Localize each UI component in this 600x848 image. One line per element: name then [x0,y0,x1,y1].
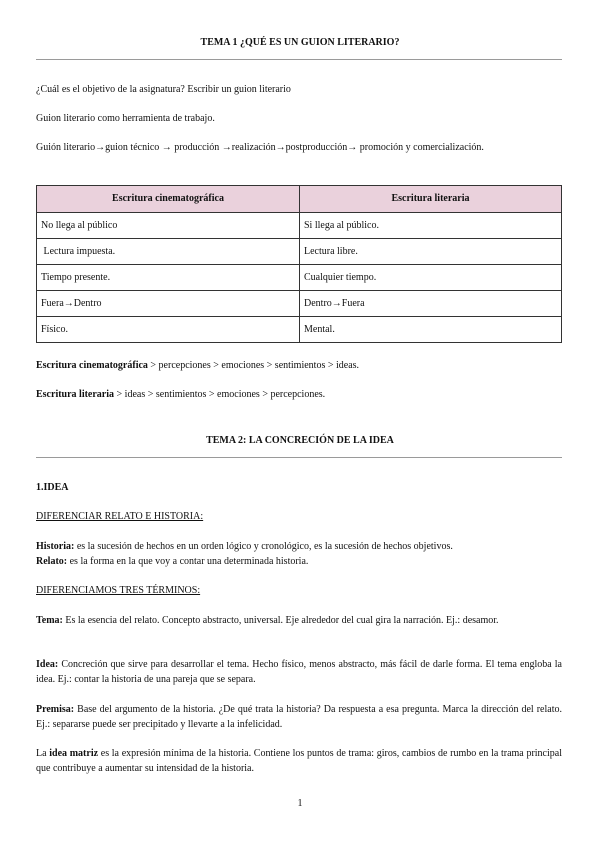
historia-label: Historia: [36,541,75,552]
matriz-pre: La [36,748,50,759]
idea-matriz-definition [36,746,562,776]
relato-definition [36,555,562,569]
table-row [37,239,562,265]
premisa-text: Base del argumento de la historia. ¿De qué trata la historia? Da respuesta a esa pregunta. Marca la dirección del relato. Ej.: separarse puede ser precipitado y llevarte a la infelicidad. [36,704,562,730]
table-row [37,317,562,343]
table-cell: Si llega al público. [300,213,562,239]
idea-label: Idea: [36,659,59,670]
tema-label: Tema: [36,615,63,626]
historia-text: es la sucesión de hechos en un orden lógico y cronológico, es la sucesión de hechos objetivos. [74,541,453,552]
table-cell: Fuera→Dentro [37,291,300,317]
order-cine-label: Escritura cinematográfica [36,360,148,371]
table-cell: Dentro→Fuera [300,291,562,317]
comparison-table [36,185,562,343]
order-lit-text: > ideas > sentimientos > emociones > percepciones. [114,389,326,400]
tema1-paragraph-workflow: Guión literario→guion técnico → producción →realización→postproducción→ promoción y comercialización. [36,142,484,153]
table-row [37,265,562,291]
table-header-row [37,186,562,213]
matriz-text: es la expresión mínima de la historia. Contiene los puntos de trama: giros, cambios de rumbo en la trama principal que contribuye a aumentar su intensidad de la historia. [36,748,562,774]
relato-text: es la forma en la que voy a contar una determinada historia. [67,556,309,567]
tema-text: Es la esencia del relato. Concepto abstracto, universal. Eje alrededor del cual gira la narración. Ej.: desamor. [62,615,499,626]
idea-definition [36,657,562,687]
matriz-label: idea matriz [49,748,99,759]
order-cine-text: > percepciones > emociones > sentimientos > ideas. [147,360,360,371]
table-cell: Cualquier tiempo. [300,265,562,291]
tema2-divider [36,457,562,458]
tema1-paragraph-objective: ¿Cuál es el objetivo de la asignatura? Escribir un guion literario [36,84,291,95]
subheading-relato-historia: DIFERENCIAR RELATO E HISTORIA: [36,511,204,522]
table-cell: Mental. [300,317,562,343]
historia-definition [36,540,562,554]
table-cell: No llega al público [37,213,300,239]
tema1-paragraph-tool: Guion literario como herramienta de trabajo. [36,113,215,124]
table-cell: Lectura libre. [300,239,562,265]
order-lit-line [36,388,325,402]
tema-definition [36,613,562,628]
table-cell: Tiempo presente. [37,265,300,291]
subheading-tres-terminos: DIFERENCIAMOS TRES TÉRMINOS: [36,585,201,596]
table-cell: Lectura impuesta. [37,239,300,265]
table-row [37,213,562,239]
tema1-title: TEMA 1 ¿QUÉ ES UN GUION LITERARIO? [200,37,400,48]
idea-text: Concreción que sirve para desarrollar el tema. Hecho físico, menos abstracto, más fácil de darle forma. El tema engloba la idea. Ej.: contar la historia de una pareja que se separa. [36,659,562,685]
table-header-cine: Escritura cinematográfica [37,186,300,213]
tema2-title: TEMA 2: LA CONCRECIÓN DE LA IDEA [206,435,394,446]
premisa-label: Premisa: [36,704,75,715]
table-cell: Físico. [37,317,300,343]
table-header-literaria: Escritura literaria [300,186,562,213]
relato-label: Relato: [36,556,68,567]
table-row [37,291,562,317]
title-divider [36,59,562,60]
section-idea-heading: 1.IDEA [36,482,69,493]
page-number: 1 [297,798,303,809]
order-lit-label: Escritura literaria [36,389,115,400]
premisa-definition [36,702,562,732]
order-cine-line [36,359,359,373]
